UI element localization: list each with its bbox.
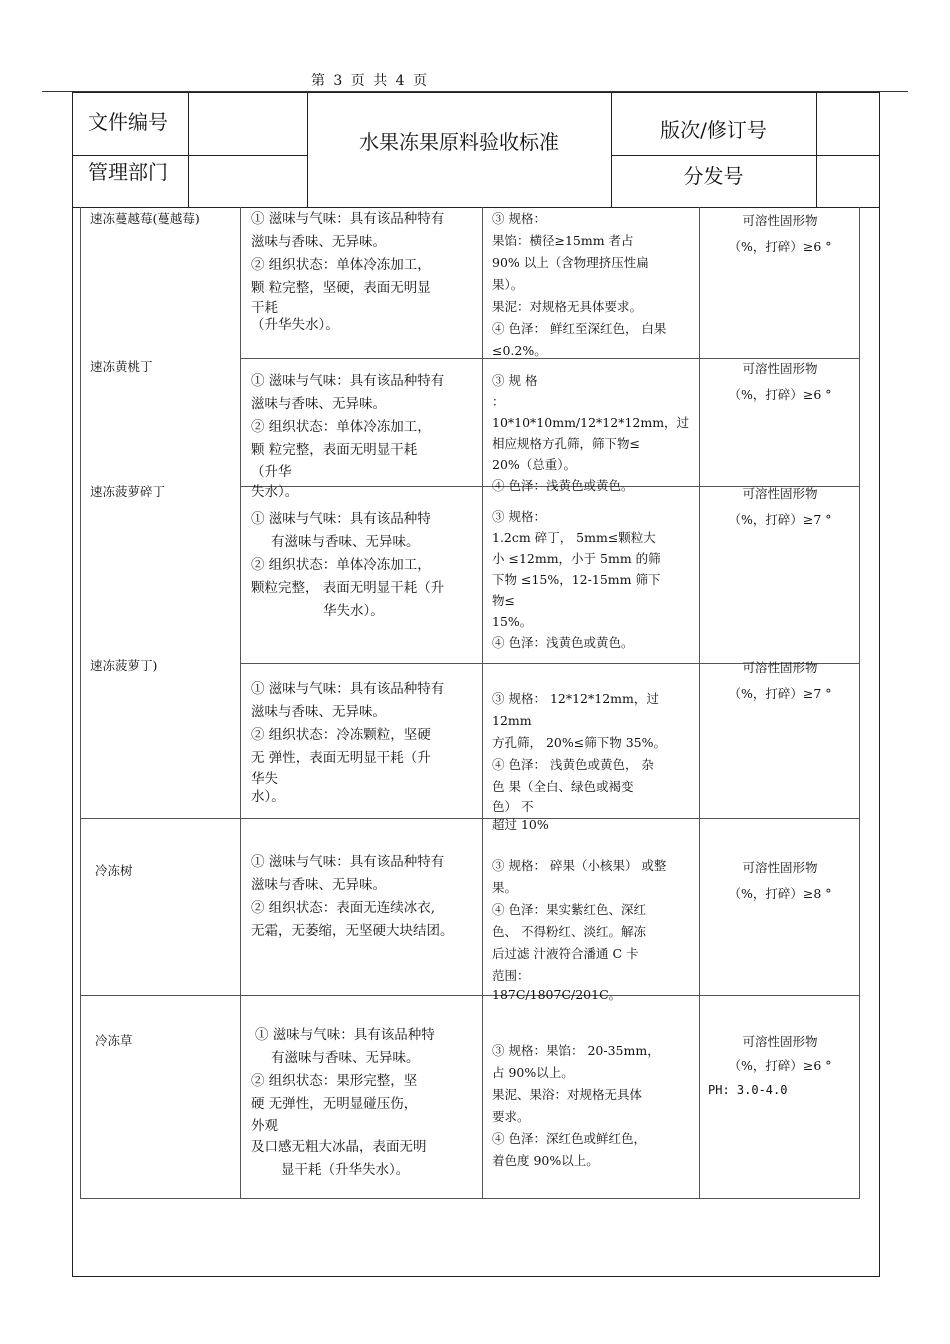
row-spec-color: ③ 规 格 ： 10*10*10mm/12*12*12mm，过 相应规格方孔筛，筛下物≤ 20%（总重）。 ④ 色泽：浅黄色或黄色。	[492, 373, 690, 493]
row-name: 速冻蔓越莓(蔓越莓)	[90, 211, 200, 226]
document-title: 水果冻果原料验收标准	[359, 130, 559, 154]
row-solids: 可溶性固形物 （%，打碎）≥6 °	[728, 213, 832, 254]
row-taste-texture: ① 滋味与气味：具有该品种特有 滋味与香味、无异味。 ② 组织状态：表面无连续冰衣, 无霜，无萎缩，无坚硬大块结团。	[251, 854, 454, 939]
version-label: 版次/修订号	[660, 118, 767, 142]
row-name: 冷冻树	[95, 863, 133, 878]
row-spec-color: ③ 规格： 12*12*12mm，过 12mm 方孔筛， 20%≤筛下物 35%。 ④ 色泽： 浅黄色或黄色， 杂 色 果（全白、绿色或褐变 色） 不 超过 10%	[492, 691, 666, 832]
row-ph: PH: 3.0-4.0	[708, 1083, 788, 1097]
row-solids: 可溶性固形物 （%，打碎）≥7 °	[728, 486, 832, 527]
doc-number-label: 文件编号	[88, 110, 168, 134]
row-solids: 可溶性固形物 （%，打碎）≥6 °	[728, 361, 832, 402]
row-name: 速冻菠萝碎丁	[90, 484, 166, 499]
row-solids: 可溶性固形物 （%，打碎）≥7 °	[728, 660, 832, 701]
row-name: 速冻菠萝丁)	[90, 658, 158, 673]
row-solids: 可溶性固形物 （%，打碎）≥8 °	[728, 860, 832, 901]
row-taste-texture: ① 滋味与气味：具有该品种特有 滋味与香味、无异味。 ② 组织状态：单体冷冻加工， 颗 粒完整，坚硬，表面无明显 干耗 （升华失水）。	[251, 211, 445, 333]
row-spec-color: ③ 规格： 碎果（小核果） 或整 果。 ④ 色泽：果实紫红色、深红 色、 不得粉红、淡红。解冻 后过滤 汁液符合潘通 C 卡 范围： 187C/1807C/201C。	[492, 858, 667, 1002]
row-taste-texture: ① 滋味与气味：具有该品种特 有滋味与香味、无异味。 ② 组织状态：单体冷冻加工， 颗粒完整， 表面无明显干耗（升 华失水）。	[251, 511, 445, 619]
row-spec-color: ③ 规格： 1.2cm 碎丁， 5mm≤颗粒大 小 ≤12mm，小于 5mm 的筛 下物 ≤15%，12-15mm 筛下 物≤ 15%。 ④ 色泽：浅黄色或黄色。	[492, 509, 661, 650]
row-taste-texture: ① 滋味与气味：具有该品种特有 滋味与香味、无异味。 ② 组织状态：单体冷冻加工， 颗 粒完整，表面无明显干耗 （升华 失水）。	[251, 373, 445, 500]
row-solids: 可溶性固形物 （%，打碎）≥6 °	[728, 1034, 832, 1073]
row-spec-color: ③ 规格： 果馅：横径≥15mm 者占 90% 以上（含物理挤压性扁 果）。 果泥：对规格无具体要求。 ④ 色泽： 鲜红至深红色， 白果 ≤0.2%。	[492, 211, 667, 358]
row-name: 速冻黄桃丁	[90, 359, 153, 374]
page-number: 第 3 页 共 4 页	[310, 73, 430, 89]
row-spec-color: ③ 规格：果馅： 20-35mm， 占 90%以上。 果泥、果浴：对规格无具体 要求。 ④ 色泽：深红色或鲜红色， 着色度 90%以上。	[492, 1043, 660, 1168]
row-taste-texture: ① 滋味与气味：具有该品种特 有滋味与香味、无异味。 ② 组织状态：果形完整，坚 硬 无弹性，无明显碰压伤， 外观 及口感无粗大冰晶，表面无明 显干耗（升华失水）。	[251, 1027, 435, 1178]
row-name: 冷冻草	[95, 1033, 133, 1048]
distribution-label: 分发号	[683, 164, 744, 188]
row-taste-texture: ① 滋味与气味：具有该品种特有 滋味与香味、无异味。 ② 组织状态：冷冻颗粒，坚硬 无 弹性，表面无明显干耗（升 华失 水）。	[251, 681, 445, 805]
department-label: 管理部门	[88, 160, 168, 184]
